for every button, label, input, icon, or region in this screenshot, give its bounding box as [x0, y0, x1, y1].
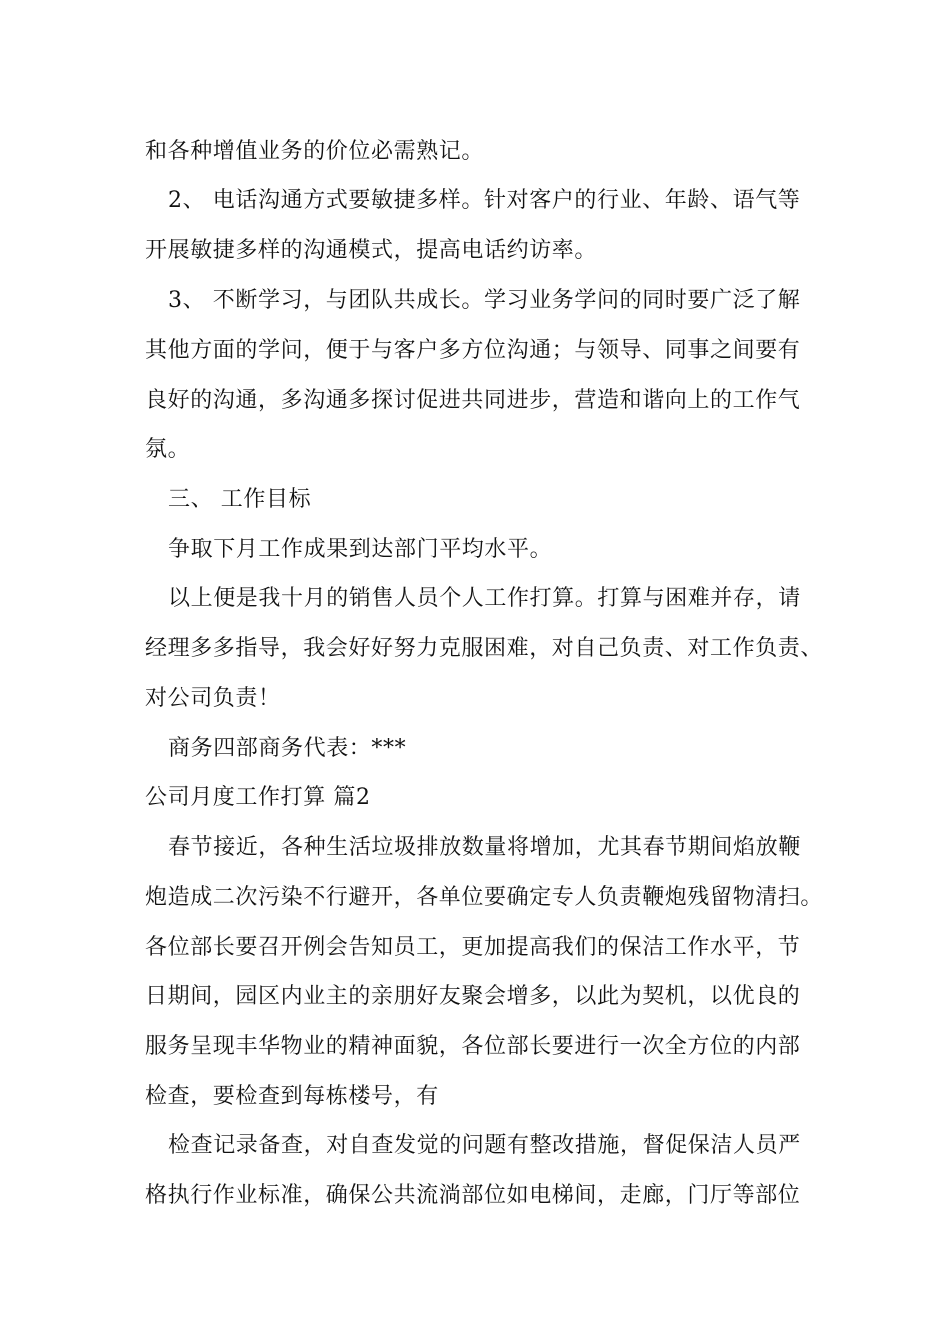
list-item-2: 2、 电话沟通方式要敏捷多样。针对客户的行业、年龄、语气等	[168, 188, 801, 213]
signature-line: 商务四部商务代表：***	[168, 736, 407, 761]
text-line: 各位部长要召开例会告知员工，更加提高我们的保洁工作水平，节	[145, 935, 801, 960]
list-item-3: 3、 不断学习，与团队共成长。学习业务学问的同时要广泛了解	[168, 288, 801, 313]
text-line: 检查记录备查，对自查发觉的问题有整改措施，督促保洁人员严	[168, 1133, 801, 1158]
text-line: 氛。	[145, 437, 191, 462]
section-heading: 三、 工作目标	[168, 487, 312, 512]
article-title: 公司月度工作打算 篇2	[145, 785, 371, 810]
text-line: 检查，要检查到每栋楼号，有	[145, 1084, 439, 1109]
text-line: 炮造成二次污染不行避开，各单位要确定专人负责鞭炮残留物清扫。	[145, 885, 824, 910]
text-line: 春节接近，各种生活垃圾排放数量将增加，尤其春节期间焰放鞭	[168, 835, 801, 860]
text-line: 服务呈现丰华物业的精神面貌，各位部长要进行一次全方位的内部	[145, 1034, 801, 1059]
text-line: 和各种增值业务的价位必需熟记。	[145, 139, 485, 164]
text-line: 其他方面的学问，便于与客户多方位沟通；与领导、同事之间要有	[145, 338, 801, 363]
text-line: 对公司负责！	[145, 686, 281, 711]
text-line: 良好的沟通，多沟通多探讨促进共同进步，营造和谐向上的工作气	[145, 388, 801, 413]
text-line: 格执行作业标准，确保公共流淌部位如电梯间，走廊，门厅等部位	[145, 1183, 801, 1208]
text-line: 经理多多指导，我会好好努力克服困难，对自己负责、对工作负责、	[145, 636, 824, 661]
text-line: 以上便是我十月的销售人员个人工作打算。打算与困难并存，请	[168, 586, 801, 611]
text-line: 开展敏捷多样的沟通模式，提高电话约访率。	[145, 238, 598, 263]
text-line: 日期间，园区内业主的亲朋好友聚会增多，以此为契机，以优良的	[145, 984, 801, 1009]
text-line: 争取下月工作成果到达部门平均水平。	[168, 537, 553, 562]
